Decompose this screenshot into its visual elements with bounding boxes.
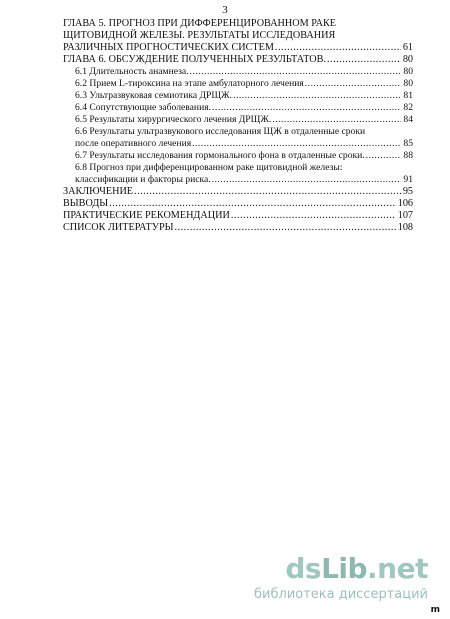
dot-leader (231, 210, 396, 222)
toc-findings-page: 106 (397, 198, 413, 209)
toc-section-6-2 (63, 78, 413, 90)
toc-references-title: СПИСОК ЛИТЕРАТУРЫ (63, 222, 174, 233)
dot-leader (233, 90, 401, 102)
table-of-contents (63, 18, 413, 234)
toc-section-6-2-page: 80 (403, 78, 413, 89)
toc-section-6-6-line-2 (63, 138, 413, 150)
toc-findings (63, 198, 413, 210)
toc-section-6-6-line-1 (63, 126, 413, 138)
toc-section-6-7 (63, 150, 413, 162)
dot-leader (327, 54, 401, 66)
toc-section-6-8-title-part-1: 6.8 Прогноз при дифференцированном раке щитовидной железы: (75, 162, 343, 173)
toc-findings-title: ВЫВОДЫ (63, 198, 109, 209)
toc-section-6-4-title: 6.4 Сопутствующие заболевания. (75, 102, 212, 113)
dot-leader (275, 42, 401, 54)
toc-chapter-6-title: ГЛАВА 6. ОБСУЖДЕНИЕ ПОЛУЧЕННЫХ РЕЗУЛЬТАТОВ. (63, 54, 326, 65)
toc-section-6-8-page: 91 (403, 174, 413, 185)
toc-conclusion-title: ЗАКЛЮЧЕНИЕ (63, 186, 134, 197)
toc-section-6-2-title: 6.2 Прием L-тироксина на этапе амбулаторного лечения (75, 78, 304, 89)
toc-references-page: 108 (397, 222, 413, 233)
watermark (236, 551, 436, 611)
toc-section-6-8-line-2 (63, 174, 413, 186)
toc-chapter-5-page: 61 (402, 42, 413, 53)
dot-leader (190, 66, 402, 78)
toc-chapter-5-line-2 (63, 30, 413, 42)
toc-section-6-6-title-part-1: 6.6 Результаты ультразвукового исследования ЩЖ в отдаленные сроки (75, 126, 366, 137)
corner-mark: m (430, 605, 440, 615)
toc-section-6-5 (63, 114, 413, 126)
toc-chapter-5-line-1 (63, 18, 413, 30)
dot-leader (272, 114, 401, 126)
dot-leader (175, 222, 396, 234)
page-number: 3 (222, 4, 228, 16)
toc-chapter-6 (63, 54, 413, 66)
toc-chapter-5-title-part-3: РАЗЛИЧНЫХ ПРОГНОСТИЧЕСКИХ СИСТЕМ (63, 42, 274, 53)
dot-leader (212, 102, 401, 114)
toc-section-6-1 (63, 66, 413, 78)
dot-leader (366, 150, 402, 162)
toc-section-6-7-title: 6.7 Результаты исследования гормонального фона в отдаленные сроки. (75, 150, 365, 161)
toc-section-6-4-page: 82 (403, 102, 413, 113)
toc-chapter-5-title-part-2: ЩИТОВИДНОЙ ЖЕЛЕЗЫ. РЕЗУЛЬТАТЫ ИССЛЕДОВАНИЯ (63, 30, 336, 41)
toc-section-6-6-title-part-2: после оперативного лечения (75, 138, 192, 149)
toc-section-6-4 (63, 102, 413, 114)
toc-section-6-3-title: 6.3 Ультразвуковая семиотика ДРЩЖ. (75, 90, 233, 101)
toc-recommendations (63, 210, 413, 222)
toc-chapter-5-title-part-1: ГЛАВА 5. ПРОГНОЗ ПРИ ДИФФЕРЕНЦИРОВАННОМ РАКЕ (63, 18, 336, 29)
toc-section-6-8-title-part-2: классификации и факторы риска. (75, 174, 211, 185)
toc-recommendations-page: 107 (397, 210, 413, 221)
toc-section-6-8-line-1 (63, 162, 413, 174)
toc-section-6-1-page: 80 (403, 66, 413, 77)
toc-conclusion (63, 186, 413, 198)
toc-section-6-1-title: 6.1 Длительность анамнеза. (75, 66, 189, 77)
toc-references (63, 222, 413, 234)
dot-leader (212, 174, 402, 186)
watermark-logo-net: .net (367, 551, 428, 585)
toc-section-6-7-page: 88 (403, 150, 413, 161)
toc-conclusion-page: 95 (402, 186, 413, 197)
dot-leader (192, 138, 401, 150)
toc-chapter-6-page: 80 (402, 54, 413, 65)
watermark-logo-ds: ds (285, 551, 322, 585)
watermark-logo (285, 551, 428, 585)
toc-section-6-6-page: 85 (403, 138, 413, 149)
toc-section-6-5-page: 84 (403, 114, 413, 125)
toc-section-6-3-page: 81 (403, 90, 413, 101)
toc-chapter-5-line-3 (63, 42, 413, 54)
toc-recommendations-title: ПРАКТИЧЕСКИЕ РЕКОМЕНДАЦИИ (63, 210, 230, 221)
toc-section-6-3 (63, 90, 413, 102)
watermark-logo-lib: Lib (321, 551, 368, 585)
watermark-tagline: библиотека диссертаций (254, 587, 428, 602)
dot-leader (305, 78, 402, 90)
dot-leader (134, 186, 401, 198)
dot-leader (109, 198, 396, 210)
toc-section-6-5-title: 6.5 Результаты хирургического лечения ДРЩЖ. (75, 114, 272, 125)
